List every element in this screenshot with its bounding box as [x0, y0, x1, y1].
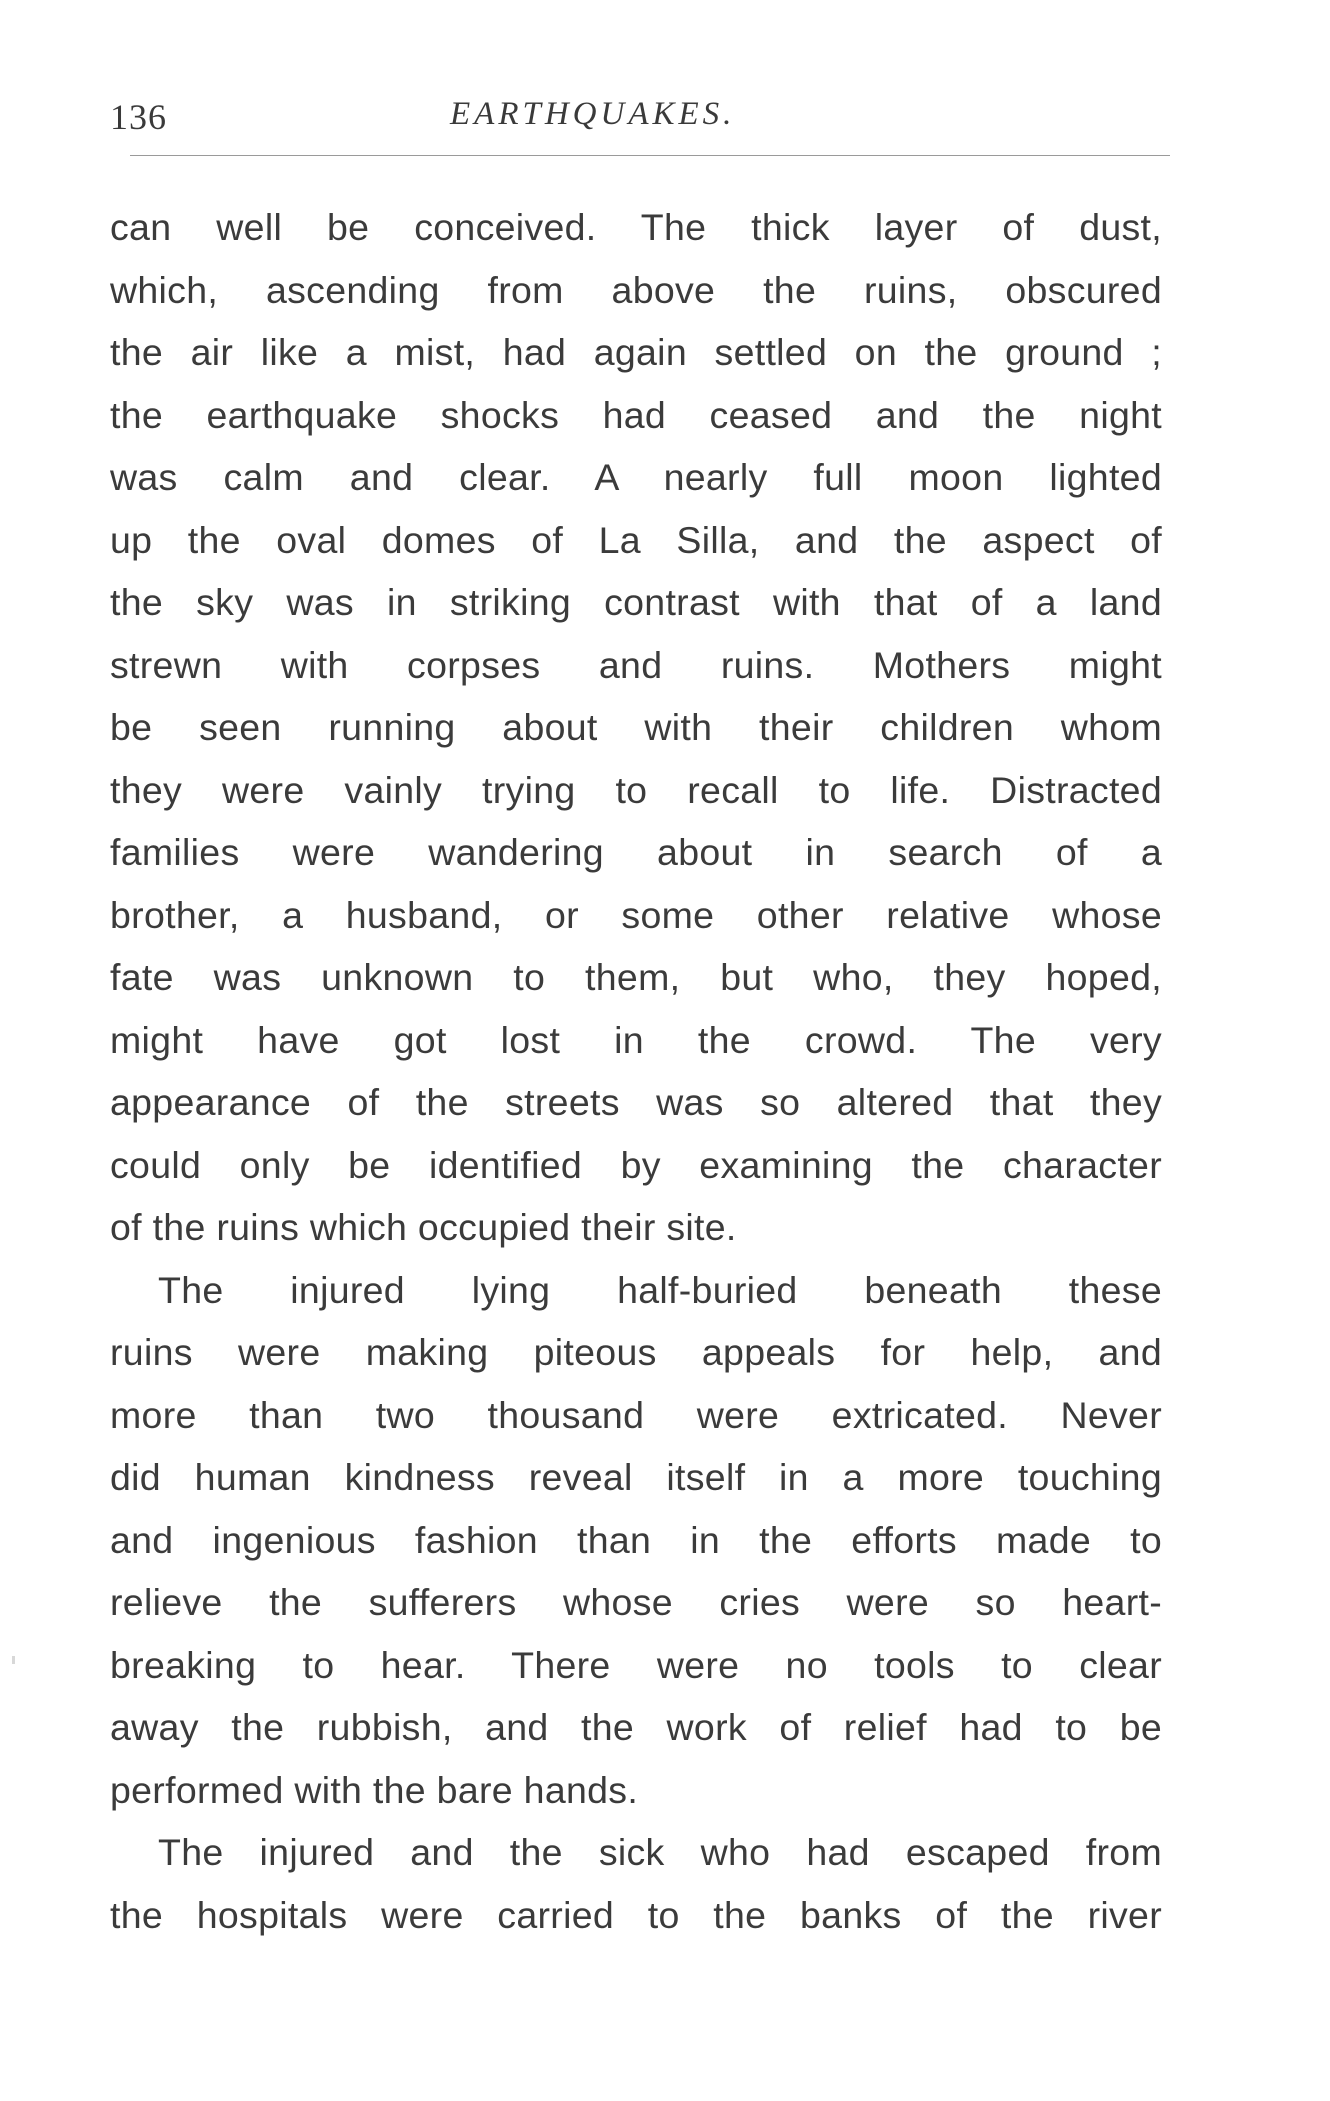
running-head: [110, 96, 1170, 146]
text-line: did human kindness reveal itself in a more touching: [110, 1456, 1162, 1498]
text-line: away the rubbish, and the work of relief had to be: [110, 1706, 1162, 1748]
running-title: EARTHQUAKES.: [450, 96, 736, 132]
text-line: relieve the sufferers whose cries were so heart-: [110, 1581, 1162, 1623]
text-line: more than two thousand were extricated. Never: [110, 1393, 1162, 1436]
body-text: [110, 196, 1162, 1946]
text-line: the sky was in striking contrast with that of a land: [110, 581, 1162, 623]
paragraph-1: [110, 196, 1162, 1259]
text-line: The injured lying half-buried beneath these: [158, 1268, 1162, 1311]
text-line: up the oval domes of La Silla, and the aspect of: [110, 518, 1162, 561]
text-line: which, ascending from above the ruins, obscured: [110, 268, 1162, 311]
text-line: of the ruins which occupied their site.: [110, 1206, 737, 1248]
text-line: fate was unknown to them, but who, they hoped,: [110, 956, 1162, 998]
text-line: families were wandering about in search of a: [110, 831, 1162, 873]
text-line: could only be identified by examining the character: [110, 1143, 1162, 1186]
text-line: appearance of the streets was so altered that they: [110, 1081, 1162, 1123]
text-line: breaking to hear. There were no tools to clear: [110, 1643, 1162, 1686]
text-line: can well be conceived. The thick layer of dust,: [110, 206, 1162, 248]
page-number: 136: [110, 97, 167, 137]
text-line: performed with the bare hands.: [110, 1768, 639, 1811]
text-line: The injured and the sick who had escaped from: [158, 1831, 1162, 1873]
margin-mark: [12, 1656, 15, 1664]
paragraph-2: [110, 1259, 1162, 1822]
text-line: the air like a mist, had again settled on the ground ;: [110, 331, 1162, 373]
text-line: ruins were making piteous appeals for help, and: [110, 1331, 1162, 1373]
text-line: the earthquake shocks had ceased and the night: [110, 393, 1162, 436]
header-rule: [130, 155, 1170, 156]
text-line: and ingenious fashion than in the efforts made to: [110, 1518, 1162, 1561]
text-line: brother, a husband, or some other relative whose: [110, 893, 1162, 936]
text-line: was calm and clear. A nearly full moon lighted: [110, 456, 1162, 498]
text-line: might have got lost in the crowd. The very: [110, 1018, 1162, 1061]
paragraph-3: [110, 1821, 1162, 1946]
text-line: strewn with corpses and ruins. Mothers might: [110, 643, 1162, 686]
text-line: the hospitals were carried to the banks of the river: [110, 1893, 1162, 1936]
text-line: be seen running about with their children whom: [110, 706, 1162, 748]
text-line: they were vainly trying to recall to life. Distracted: [110, 768, 1162, 811]
